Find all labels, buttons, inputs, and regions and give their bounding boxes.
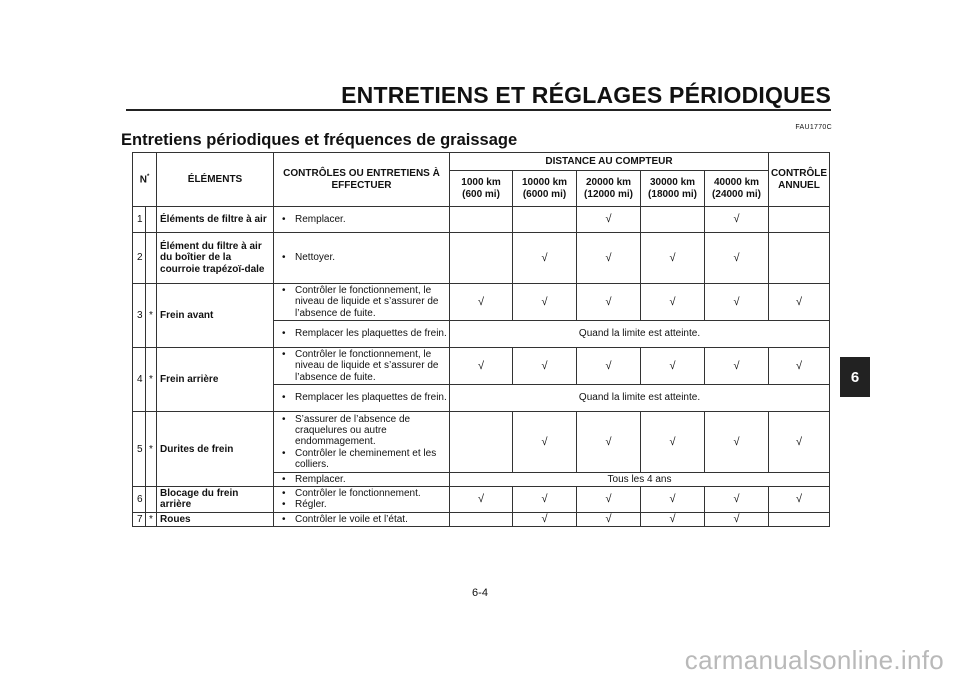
element-name: Éléments de filtre à air: [157, 207, 274, 233]
check-mark-icon: √: [450, 284, 513, 321]
dealer-mark: *: [146, 412, 157, 487]
element-name: Frein arrière: [157, 348, 274, 412]
table-row: [133, 233, 830, 284]
page-number: 6-4: [472, 587, 488, 599]
action-item: • Remplacer les plaquettes de frein.: [277, 392, 447, 403]
check-mark-icon: √: [577, 233, 641, 284]
check-mark-icon: √: [450, 348, 513, 385]
check-mark-icon: √: [513, 233, 577, 284]
action-cell: [274, 487, 450, 512]
table-row: [133, 487, 830, 512]
header-interval: 1000 km (600 mi): [450, 171, 513, 207]
interval-note: Tous les 4 ans: [450, 473, 830, 487]
row-number: 2: [133, 233, 146, 284]
action-item: • Remplacer les plaquettes de frein.: [277, 328, 447, 339]
action-cell: [274, 348, 450, 385]
check-mark-icon: √: [641, 348, 705, 385]
action-cell: [274, 512, 450, 526]
check-mark-icon: √: [769, 284, 830, 321]
check-mark-icon: √: [705, 284, 769, 321]
check-mark-icon: √: [705, 348, 769, 385]
dealer-mark: *: [146, 348, 157, 412]
header-interval: 30000 km (18000 mi): [641, 171, 705, 207]
action-item: • Remplacer.: [277, 214, 447, 225]
empty-cell: [450, 412, 513, 473]
check-mark-icon: √: [705, 233, 769, 284]
table-row: [133, 512, 830, 526]
dealer-mark: *: [146, 284, 157, 348]
table-row: [133, 284, 830, 321]
action-cell: [274, 207, 450, 233]
empty-cell: [769, 512, 830, 526]
check-mark-icon: √: [769, 487, 830, 512]
table-row: [133, 412, 830, 473]
element-name: Frein avant: [157, 284, 274, 348]
check-mark-icon: √: [577, 207, 641, 233]
action-cell: [274, 284, 450, 321]
check-mark-icon: √: [577, 512, 641, 526]
action-cell: [274, 233, 450, 284]
action-cell: [274, 473, 450, 487]
dealer-mark: [146, 233, 157, 284]
empty-cell: [769, 207, 830, 233]
element-name: Durites de frein: [157, 412, 274, 487]
empty-cell: [641, 207, 705, 233]
check-mark-icon: √: [513, 284, 577, 321]
action-item: • Contrôler le fonctionnement, le niveau de liquide et s’assurer de l’absence de fuite.: [277, 349, 447, 383]
check-mark-icon: √: [705, 512, 769, 526]
action-item: • Contrôler le cheminement et les colliers.: [277, 448, 447, 470]
action-cell: [274, 412, 450, 473]
header-actions: CONTRÔLES OU ENTRETIENS À EFFECTUER: [274, 153, 450, 207]
check-mark-icon: √: [641, 512, 705, 526]
check-mark-icon: √: [513, 487, 577, 512]
row-number: 4: [133, 348, 146, 412]
header-annual: CONTRÔLE ANNUEL: [769, 153, 830, 207]
row-number: 5: [133, 412, 146, 487]
interval-note: Quand la limite est atteinte.: [450, 385, 830, 412]
document-code: FAU1770C: [795, 124, 832, 131]
element-name: Élément du filtre à air du boîtier de la courroie trapézoï-dale: [157, 233, 274, 284]
action-item: • Nettoyer.: [277, 252, 447, 263]
element-name: Blocage du frein arrière: [157, 487, 274, 512]
empty-cell: [450, 512, 513, 526]
empty-cell: [769, 233, 830, 284]
dealer-mark: [146, 487, 157, 512]
page-title: ENTRETIENS ET RÉGLAGES PÉRIODIQUES: [341, 82, 831, 108]
check-mark-icon: √: [705, 487, 769, 512]
action-item: • Régler.: [277, 499, 447, 510]
action-cell: [274, 385, 450, 412]
dealer-mark: *: [146, 512, 157, 526]
check-mark-icon: √: [577, 487, 641, 512]
table-row: [133, 207, 830, 233]
row-number: 7: [133, 512, 146, 526]
table-body: [133, 207, 830, 527]
check-mark-icon: √: [769, 348, 830, 385]
action-item: • Contrôler le fonctionnement.: [277, 488, 447, 499]
dealer-mark: [146, 207, 157, 233]
check-mark-icon: √: [513, 348, 577, 385]
header-interval: 40000 km (24000 mi): [705, 171, 769, 207]
maintenance-table: [132, 152, 830, 527]
section-title: Entretiens périodiques et fréquences de graissage: [121, 131, 518, 149]
empty-cell: [450, 207, 513, 233]
action-item: • Remplacer.: [277, 474, 447, 485]
check-mark-icon: √: [641, 284, 705, 321]
check-mark-icon: √: [577, 412, 641, 473]
chapter-tab[interactable]: 6: [840, 357, 870, 397]
check-mark-icon: √: [450, 487, 513, 512]
action-item: • S’assurer de l’absence de craquelures ou autre endommagement.: [277, 414, 447, 448]
check-mark-icon: √: [577, 284, 641, 321]
header-distance: DISTANCE AU COMPTEUR: [450, 153, 769, 171]
action-item: • Contrôler le fonctionnement, le niveau de liquide et s’assurer de l’absence de fuite.: [277, 285, 447, 319]
title-rule: [126, 109, 831, 111]
check-mark-icon: √: [641, 487, 705, 512]
table-row: [133, 348, 830, 385]
empty-cell: [513, 207, 577, 233]
watermark: carmanualsonline.info: [684, 645, 944, 675]
check-mark-icon: √: [705, 412, 769, 473]
header-interval: 20000 km (12000 mi): [577, 171, 641, 207]
row-number: 1: [133, 207, 146, 233]
interval-note: Quand la limite est atteinte.: [450, 321, 830, 348]
check-mark-icon: √: [513, 412, 577, 473]
row-number: 6: [133, 487, 146, 512]
empty-cell: [450, 233, 513, 284]
check-mark-icon: √: [513, 512, 577, 526]
header-interval: 10000 km (6000 mi): [513, 171, 577, 207]
element-name: Roues: [157, 512, 274, 526]
check-mark-icon: √: [705, 207, 769, 233]
header-number: N*: [133, 153, 157, 207]
check-mark-icon: √: [641, 412, 705, 473]
check-mark-icon: √: [769, 412, 830, 473]
row-number: 3: [133, 284, 146, 348]
action-cell: [274, 321, 450, 348]
check-mark-icon: √: [577, 348, 641, 385]
action-item: • Contrôler le voile et l’état.: [277, 514, 447, 525]
check-mark-icon: √: [641, 233, 705, 284]
header-elements: ÉLÉMENTS: [157, 153, 274, 207]
